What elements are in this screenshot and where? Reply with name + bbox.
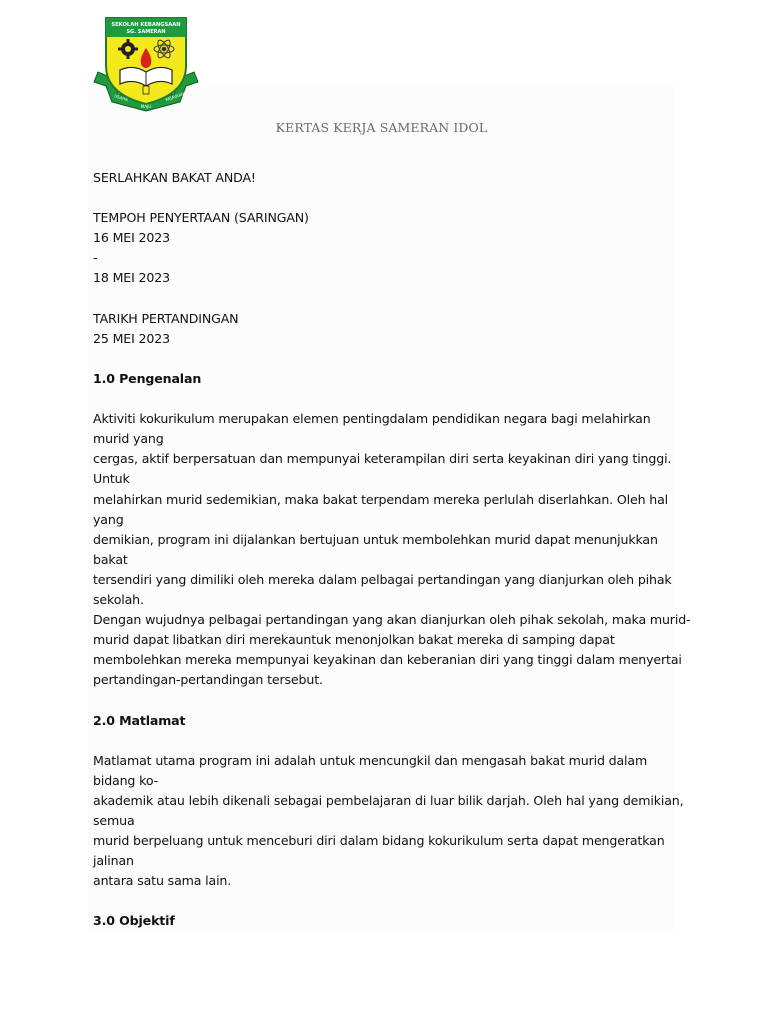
logo-motto-right: KEJAYAAN	[164, 91, 185, 102]
logo-school-name-1: SEKOLAH KEBANGSAAN	[111, 22, 181, 28]
paragraph-line: melahirkan murid sedemikian, maka bakat terpendam mereka perlulah diserlahkan. Oleh hal	[93, 491, 669, 507]
tagline: SERLAHKAN BAKAT ANDA!	[93, 170, 256, 185]
paragraph-line: demikian, program ini dijalankan bertujuan untuk membolehkan murid dapat menunjukkan	[93, 531, 658, 547]
paragraph-line: bakat	[93, 551, 128, 567]
entry-end-date: 18 MEI 2023	[93, 270, 170, 286]
section-heading: 3.0 Objektif	[93, 913, 175, 929]
paragraph-line: jalinan	[93, 853, 134, 869]
paragraph-line: Matlamat utama program ini adalah untuk mencungkil dan mengasah bakat murid dalam	[93, 752, 648, 768]
paragraph-line: murid yang	[93, 431, 164, 447]
paragraph-line: yang	[93, 511, 124, 527]
paragraph-line: cergas, aktif berpersatuan dan mempunyai keterampilan diri serta keyakinan diri yang tinggi.	[93, 451, 672, 467]
entry-start-date: 16 MEI 2023	[93, 230, 170, 246]
paragraph-line: Aktiviti kokurikulum merupakan elemen pentingdalam pendidikan negara bagi melahirkan	[93, 411, 651, 427]
paragraph-line: Untuk	[93, 471, 130, 487]
document-body	[93, 168, 691, 932]
paragraph-line: sekolah.	[93, 591, 144, 607]
entry-date-separator: -	[93, 250, 98, 266]
entry-period-label: TEMPOH PENYERTAAN (SARINGAN)	[93, 210, 309, 226]
paragraph-line: murid berpeluang untuk menceburi diri dalam bidang kokurikulum serta dapat mengeratkan	[93, 833, 665, 849]
paragraph-line: pertandingan-pertandingan tersebut.	[93, 672, 323, 688]
sections-container	[93, 369, 691, 932]
logo-motto-left: USAHA	[113, 93, 129, 103]
paragraph-line: Dengan wujudnya pelbagai pertandingan yang akan dianjurkan oleh pihak sekolah, maka murid-	[93, 612, 691, 628]
competition-date-label: TARIKH PERTANDINGAN	[93, 310, 239, 326]
logo-motto-center: MAJU	[140, 104, 152, 109]
paragraph-line: akademik atau lebih dikenali sebagai pembelajaran di luar bilik darjah. Oleh hal yang demikian,	[93, 792, 684, 808]
school-logo	[92, 14, 200, 114]
paragraph-line: bidang ko-	[93, 772, 159, 788]
logo-school-name-2: SG. SAMERAN	[126, 29, 166, 35]
section-heading: 2.0 Matlamat	[93, 712, 186, 728]
paragraph-line: membolehkan mereka mempunyai keyakinan dan keberanian diri yang tinggi dalam menyertai	[93, 652, 682, 668]
paragraph-line: semua	[93, 813, 135, 828]
paragraph-line: murid dapat libatkan diri merekauntuk menonjolkan bakat mereka di samping dapat	[93, 632, 615, 648]
competition-date: 25 MEI 2023	[93, 330, 170, 346]
document-title: KERTAS KERJA SAMERAN IDOL	[275, 120, 488, 135]
paragraph-line: antara satu sama lain.	[93, 873, 232, 889]
paragraph-line: tersendiri yang dimiliki oleh mereka dalam pelbagai pertandingan yang dianjurkan oleh pihak	[93, 571, 672, 587]
section-heading: 1.0 Pengenalan	[93, 370, 202, 386]
